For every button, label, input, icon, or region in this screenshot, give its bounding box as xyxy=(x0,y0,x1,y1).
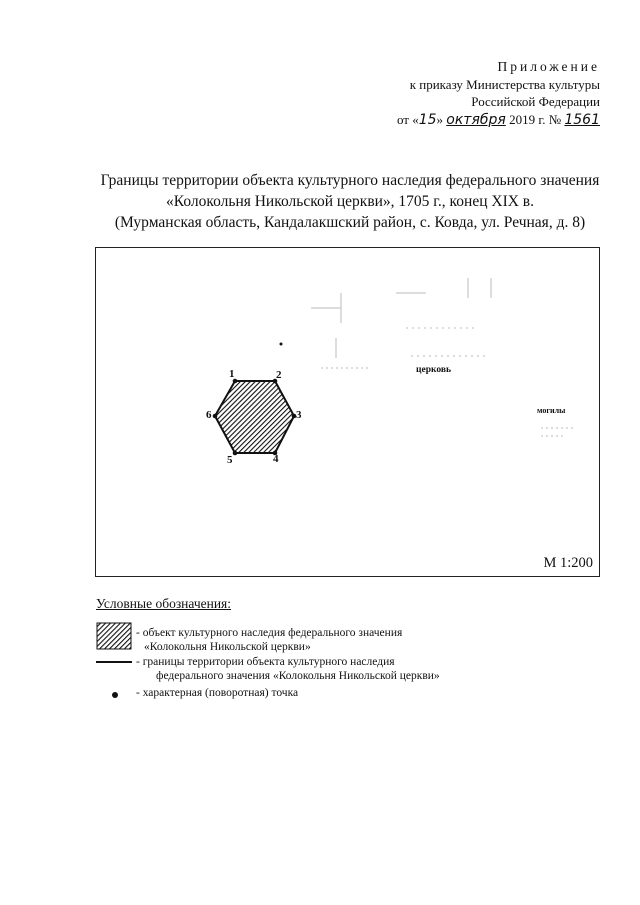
legend-object: - объект культурного наследия федерального значения «Колокольня Никольской церкви» xyxy=(136,627,403,653)
handwritten-number: 1561 xyxy=(564,111,600,128)
appendix-header xyxy=(340,58,600,129)
legend-point: - характерная (поворотная) точка xyxy=(136,687,299,699)
heading-line-1: Границы территории объекта культурного наследия федерального значения xyxy=(100,172,600,189)
legend-hatch-swatch xyxy=(96,622,132,650)
point-label-3: 3 xyxy=(296,409,302,421)
heading-line-2: «Колокольня Никольской церкви», 1705 г., конец XIX в. xyxy=(166,193,534,210)
map-drawing xyxy=(96,248,601,578)
map-scale: М 1:200 xyxy=(543,555,593,571)
legend-title: Условные обозначения: xyxy=(96,596,232,611)
appendix-line-2: Российской Федерации xyxy=(471,94,600,109)
document-heading xyxy=(60,170,640,233)
handwritten-day: 15 xyxy=(418,111,437,128)
church-label: церковь xyxy=(416,365,451,375)
point-label-4: 4 xyxy=(273,453,279,465)
point-label-6: 6 xyxy=(206,409,212,421)
dot-mark xyxy=(280,343,283,346)
legend-point-dot xyxy=(112,692,118,698)
handwritten-month: октября xyxy=(446,111,506,128)
legend-boundary: - границы территории объекта культурного наследия федерального значения «Колокольня Никольской церкви» xyxy=(136,656,440,682)
appendix-line-1: к приказу Министерства культуры xyxy=(409,76,600,92)
boundary-map xyxy=(95,247,600,577)
point-label-5: 5 xyxy=(227,454,233,466)
point-label-2: 2 xyxy=(276,369,282,381)
graves-label: могилы xyxy=(537,406,566,415)
heading-line-3: (Мурманская область, Кандалакшский район, с. Ковда, ул. Речная, д. 8) xyxy=(114,214,586,231)
legend-boundary-line xyxy=(96,661,132,663)
appendix-title: Приложение xyxy=(497,59,600,74)
point-label-1: 1 xyxy=(229,368,235,380)
bell-tower-object xyxy=(215,381,294,453)
appendix-date: от «15» октября 2019 г. № 1561 xyxy=(396,111,600,128)
